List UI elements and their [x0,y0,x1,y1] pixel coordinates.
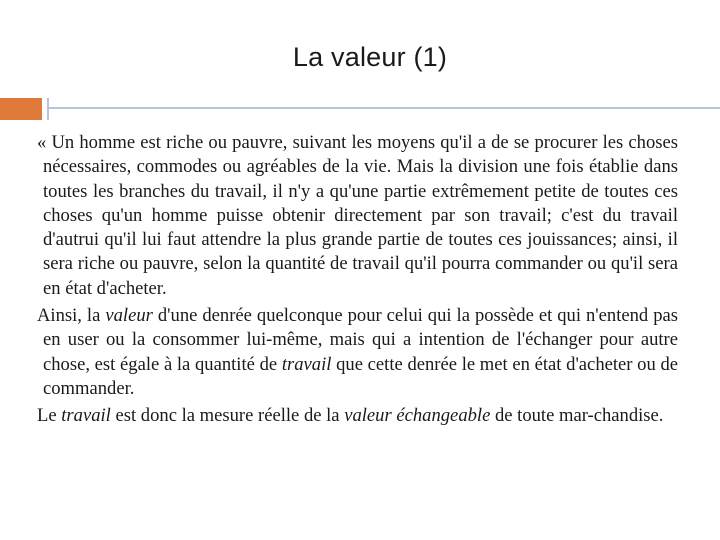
accent-bar [0,98,42,120]
paragraph-3-segment: Le [37,405,62,427]
paragraph-3-emphasis: valeur échangeable [344,405,491,427]
frame-corner-line [47,98,49,120]
paragraph-2-emphasis: valeur [105,305,153,327]
paragraph-2-segment: que cette denrée le met en état d'acheter ou de commander. [43,353,679,399]
paragraph-3 [36,404,678,428]
paragraph-2-emphasis: travail [281,353,332,375]
paragraph-2-segment: Ainsi, la [37,305,106,327]
paragraph-1-text: « Un homme est riche ou pauvre, suivant les moyens qu'il a de se procurer les choses nécessaires, commodes ou agréables de la vie. Mais la division une fois établie dans toutes les branches du travail, il n'y a qu'une partie extrêmement petite de toutes ces choses qu'un homme puisse obtenir directement par son travail; c'est du travail d'autrui qu'il lui faut attendre la plus grande partie de toutes ces jouissances; ainsi, il sera riche ou pauvre, selon la quantité de travail qu'il pourra commander ou qu'il sera en état d'acheter. [37,132,678,299]
paragraph-2 [36,304,678,401]
paragraph-3-segment: de toute mar-chandise. [490,405,664,427]
paragraph-3-segment: est donc la mesure réelle de la [110,405,345,427]
paragraph-3-emphasis: travail [61,405,111,427]
slide-title: La valeur (1) [292,42,448,72]
paragraph-1 [36,131,678,301]
paragraph-2-segment: d'une denrée quelconque pour celui qui la possède et qui n'entend pas en user ou la consommer lui-même, mais qui a intention de l'échanger pour autre chose, est égale à la quantité de [43,305,678,375]
slide-body [36,131,678,429]
frame-top-line [47,107,720,109]
